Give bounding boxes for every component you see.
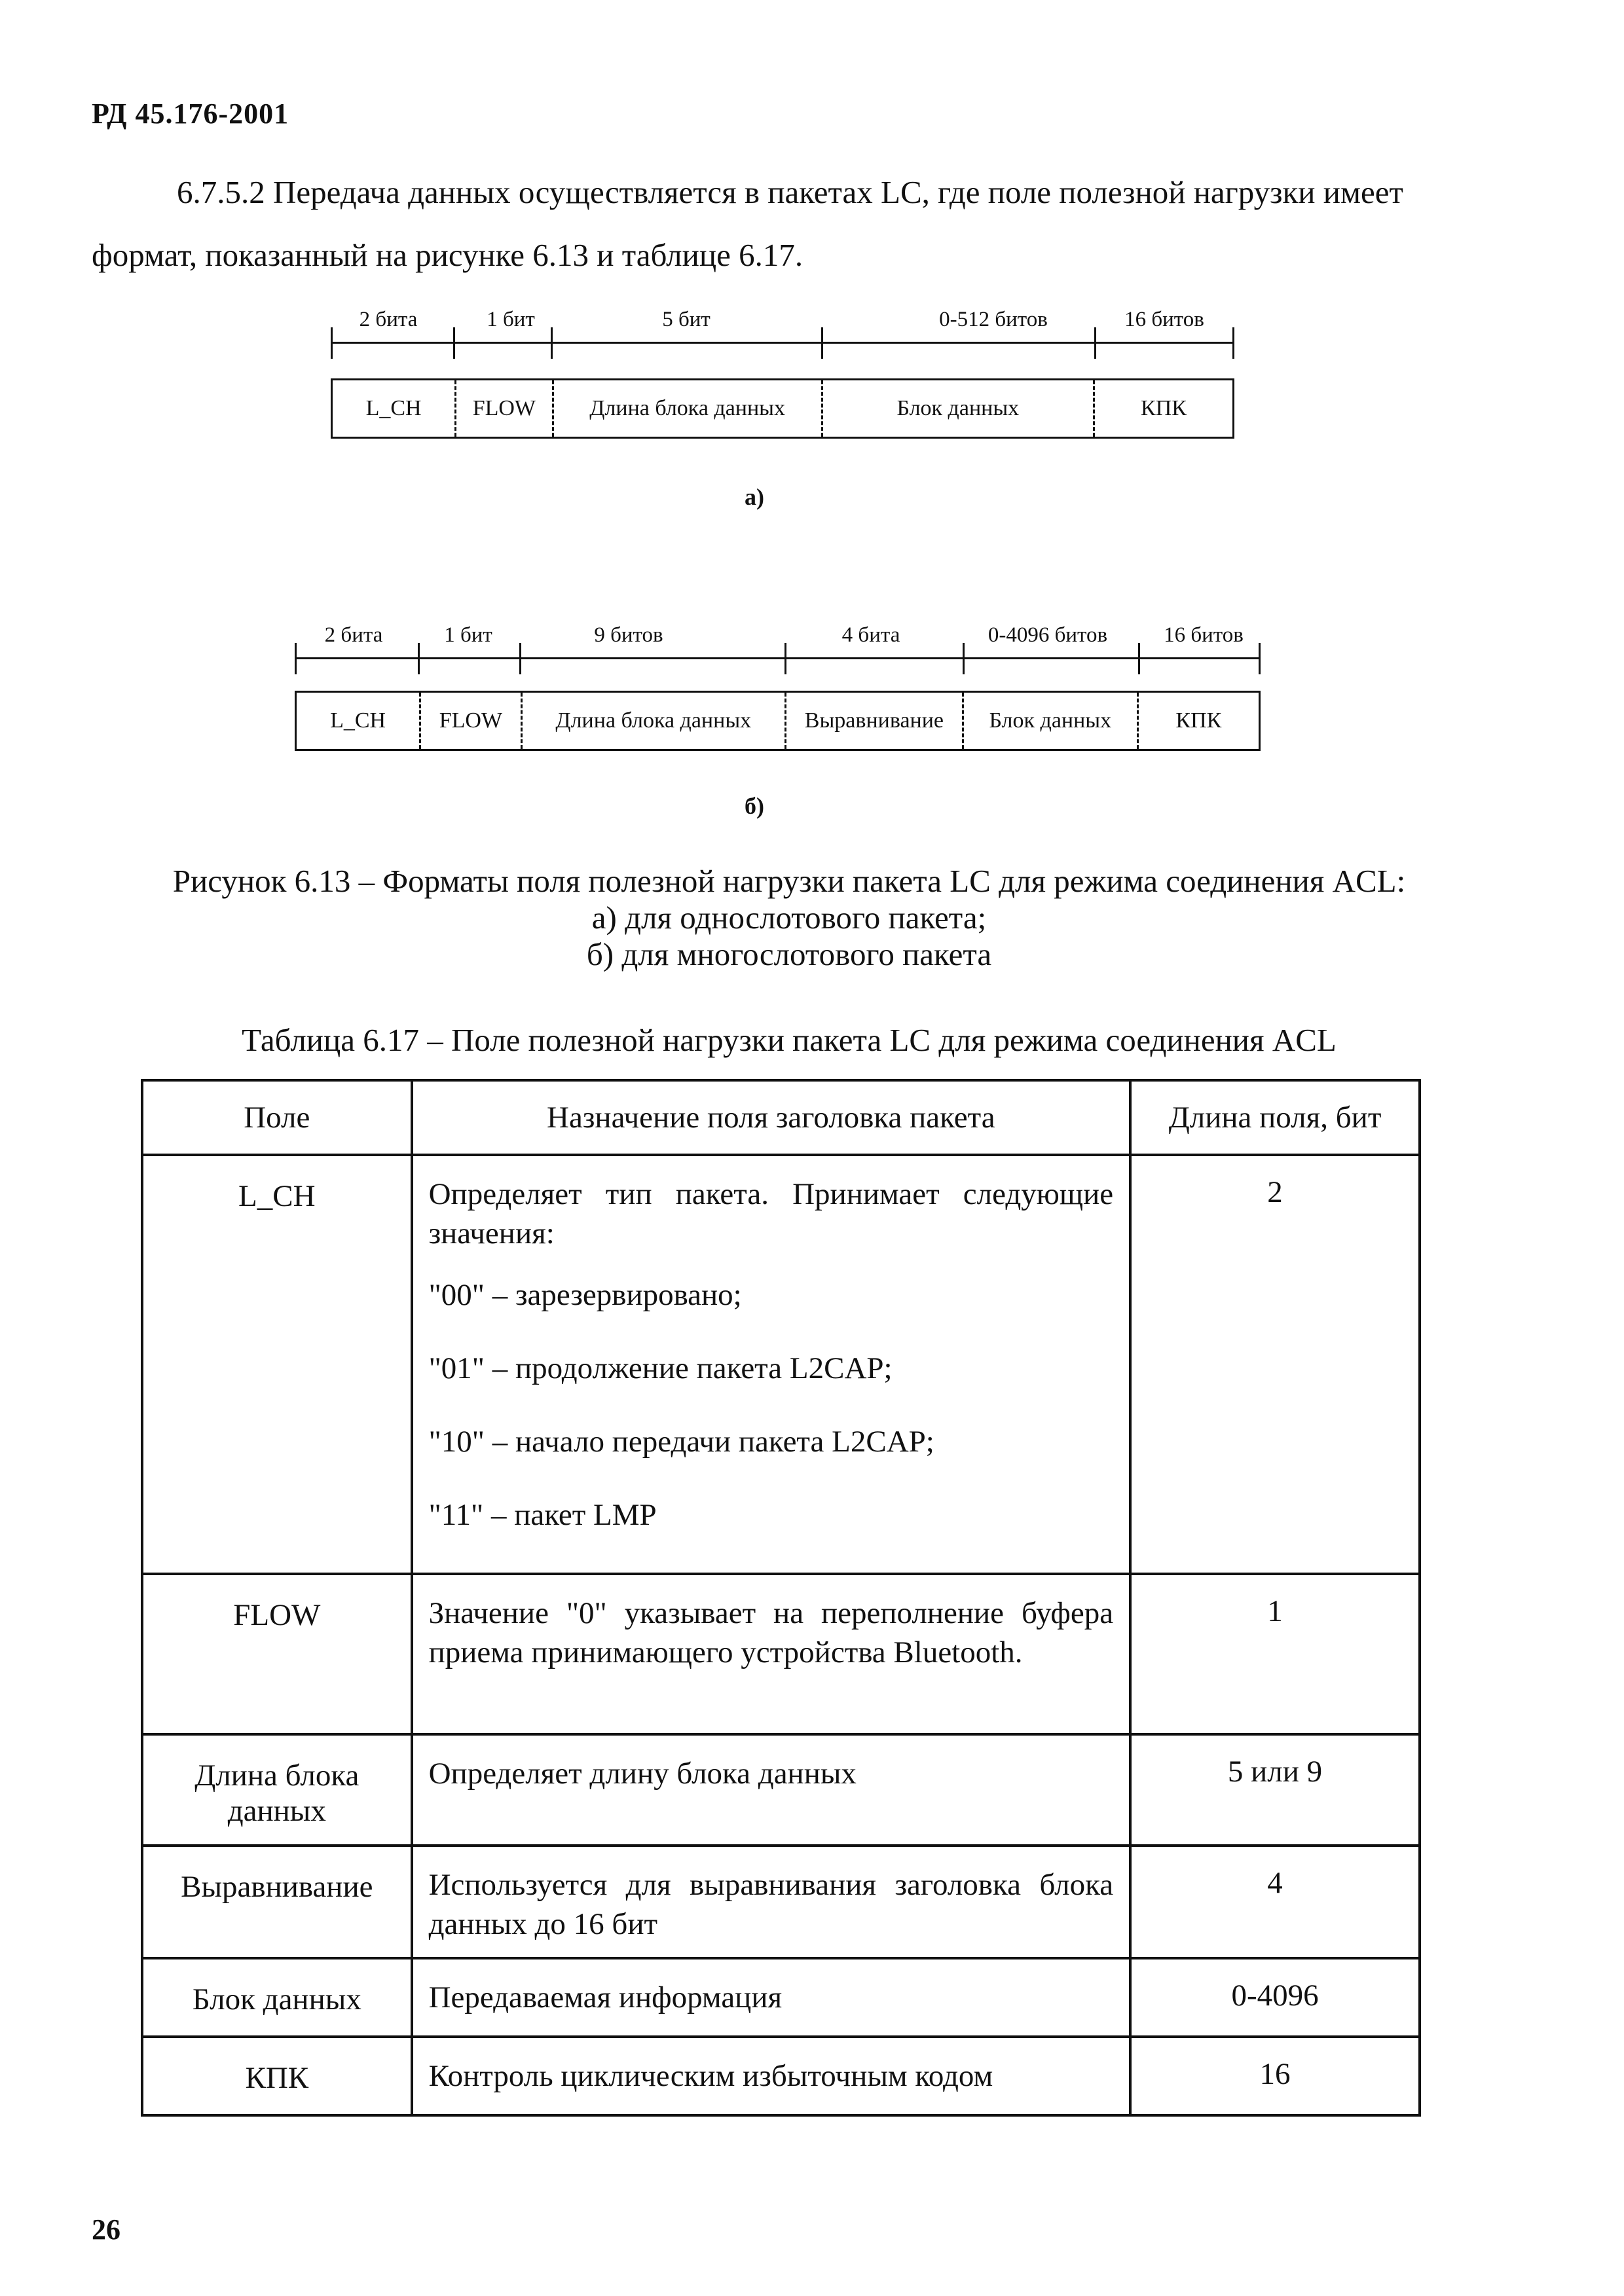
field-row-a [331, 378, 1234, 439]
table-row [142, 1574, 1420, 1734]
description-cell [412, 1846, 1131, 1958]
bits-label: 4 бита [841, 623, 900, 647]
payload-table [141, 1079, 1421, 2117]
page-number: 26 [92, 2214, 120, 2246]
figure-caption-line-3: б) для многослотового пакета [586, 936, 992, 972]
description-line: Значение "0" указывает на переполнение буфера приема принимающего устройства Bluetooth. [428, 1596, 1114, 1669]
table-title: Таблица 6.17 – Поле полезной нагрузки пакета LC для режима соединения ACL [242, 1022, 1337, 1058]
length-cell: 5 или 9 [1130, 1734, 1420, 1846]
bits-label: 9 битов [594, 623, 663, 647]
dimension-tick [453, 327, 455, 359]
table-row [142, 1155, 1420, 1574]
dimension-tick [1138, 643, 1140, 674]
description-line: Определяет длину блока данных [428, 1757, 857, 1791]
table-header-row [142, 1080, 1420, 1155]
dimension-tick [784, 643, 786, 674]
paragraph-6-7-5-2 [92, 161, 1486, 287]
dimension-tick [1232, 327, 1234, 359]
description-line: "00" – зарезервировано; [428, 1278, 742, 1312]
field-name-cell: L_CH [142, 1155, 412, 1574]
table-row [142, 1734, 1420, 1846]
field-l-ch: L_CH [365, 396, 422, 420]
subfigure-label-a: а) [745, 484, 764, 510]
description-cell [412, 1958, 1131, 2037]
column-header: Поле [142, 1080, 412, 1155]
column-header: Длина поля, бит [1130, 1080, 1420, 1155]
field-name-cell: Длина блока данных [142, 1734, 412, 1846]
description-line: Контроль циклическим избыточным кодом [428, 2059, 993, 2093]
dimension-tick [519, 643, 521, 674]
bits-label: 16 битов [1124, 308, 1204, 331]
table-row [142, 2037, 1420, 2115]
field-data-block: Блок данных [962, 693, 1137, 749]
length-cell: 0-4096 [1130, 1958, 1420, 2037]
bits-label: 1 бит [487, 308, 535, 331]
paragraph-text: Передача данных осуществляется в пакетах LC, где поле полезной нагрузки имеет формат, показанный на рисунке 6.13 и таблице 6.17. [92, 174, 1403, 273]
bits-label: 2 бита [324, 623, 383, 647]
field-name-cell: Блок данных [142, 1958, 412, 2037]
dimension-tick [963, 643, 965, 674]
field-data-block-length: Длина блока данных [521, 693, 784, 749]
field-row-b [295, 691, 1261, 751]
bits-label: 16 битов [1164, 623, 1244, 647]
field-name-cell: FLOW [142, 1574, 412, 1734]
paragraph-number: 6.7.5.2 [177, 174, 265, 210]
description-line: Используется для выравнивания заголовка блока данных до 16 бит [428, 1868, 1114, 1941]
bits-label: 5 бит [662, 308, 710, 331]
dimension-tick [1259, 643, 1261, 674]
field-alignment: Выравнивание [784, 693, 962, 749]
figure-caption-line-2: а) для однослотового пакета; [591, 900, 987, 936]
dimension-tick [821, 327, 823, 359]
bits-label: 0-512 битов [939, 308, 1048, 331]
field-data-block: Блок данных [821, 380, 1093, 437]
dimension-tick [418, 643, 420, 674]
description-line: "01" – продолжение пакета L2CAP; [428, 1351, 893, 1385]
dimension-line [331, 342, 1234, 344]
description-line: "11" – пакет LMP [428, 1498, 657, 1532]
field-data-block-length: Длина блока данных [552, 380, 821, 437]
dimension-tick [1094, 327, 1096, 359]
figure-caption [92, 863, 1486, 973]
diagram-multi-slot [295, 623, 1261, 751]
field-crc: КПК [1093, 380, 1232, 437]
description-cell [412, 2037, 1131, 2115]
description-cell [412, 1734, 1131, 1846]
subfigure-label-b: б) [745, 793, 764, 819]
field-flow: FLOW [454, 380, 551, 437]
description-line: Определяет тип пакета. Принимает следующие значения: [428, 1177, 1114, 1250]
field-name-cell: КПК [142, 2037, 412, 2115]
description-cell [412, 1574, 1131, 1734]
bits-label: 1 бит [444, 623, 492, 647]
dimension-line [295, 657, 1261, 659]
figure-caption-line-1: Рисунок 6.13 – Форматы поля полезной нагрузки пакета LC для режима соединения ACL: [172, 863, 1406, 899]
bits-label: 0-4096 битов [987, 623, 1108, 647]
field-l-ch: L_CH [330, 708, 386, 733]
length-cell: 1 [1130, 1574, 1420, 1734]
dimension-tick [551, 327, 553, 359]
field-name-cell: Выравнивание [142, 1846, 412, 1958]
dimension-tick [295, 643, 297, 674]
field-flow: FLOW [419, 693, 520, 749]
description-line: "10" – начало передачи пакета L2CAP; [428, 1425, 934, 1459]
table-row [142, 1846, 1420, 1958]
description-cell [412, 1155, 1131, 1574]
length-cell: 2 [1130, 1155, 1420, 1574]
description-line: Передаваемая информация [428, 1980, 783, 2014]
length-cell: 4 [1130, 1846, 1420, 1958]
dimension-tick [331, 327, 333, 359]
diagram-single-slot [331, 308, 1234, 439]
bits-label: 2 бита [359, 308, 418, 331]
document-id: РД 45.176-2001 [92, 98, 289, 130]
column-header: Назначение поля заголовка пакета [412, 1080, 1131, 1155]
table-row [142, 1958, 1420, 2037]
length-cell: 16 [1130, 2037, 1420, 2115]
field-crc: КПК [1137, 693, 1259, 749]
